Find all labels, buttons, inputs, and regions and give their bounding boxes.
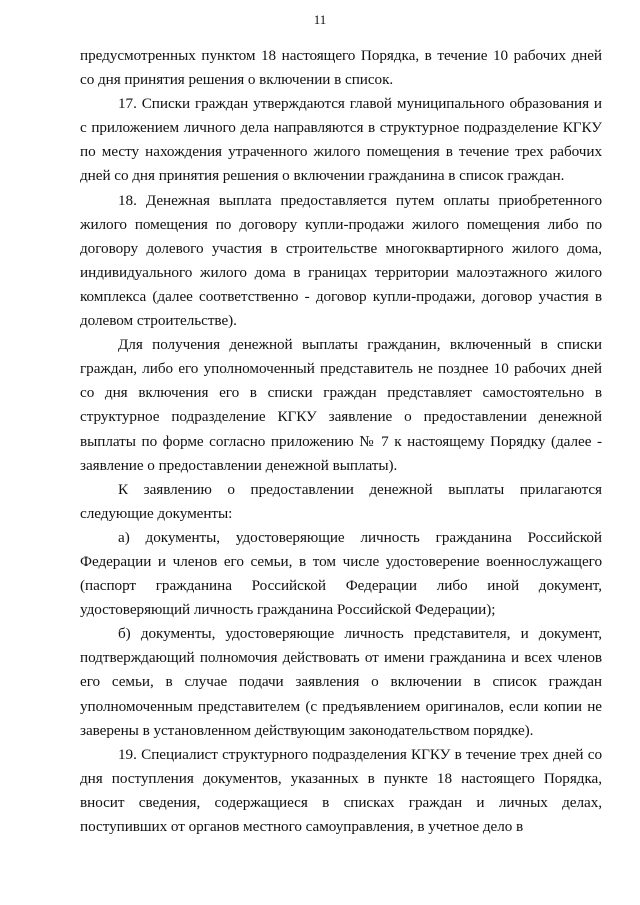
paragraph-payment-procedure: Для получения денежной выплаты гражданин, включенный в списки граждан, либо его уполномоченный представитель не позднее 10 рабочих дней со дня включения его в списки граждан представляет самостоятельно в структурное подразделение КГКУ заявление о предоставлении денежной выплаты по форме согласно приложению № 7 к настоящему Порядку (далее - заявление о предоставлении денежной выплаты).: [80, 336, 602, 474]
paragraph-18: 18. Денежная выплата предоставляется путем оплаты приобретенного жилого помещения по договору купли-продажи жилого помещения либо по договору долевого участия в строительстве многоквартирного жилого дома, индивидуального жилого дома в границах территории малоэтажного жилого комплекса (далее соответственно - договор купли-продажи, договор участия в долевом строительстве).: [80, 191, 602, 330]
paragraph-documents-intro: К заявлению о предоставлении денежной выплаты прилагаются следующие документы:: [80, 480, 602, 522]
paragraph-19: 19. Специалист структурного подразделения КГКУ в течение трех дней со дня поступления документов, указанных в пункте 18 настоящего Порядка, вносит сведения, содержащиеся в списках граждан и личных делах, поступивших от органов местного самоуправления, в учетное дело в: [80, 745, 602, 835]
paragraph-17: 17. Списки граждан утверждаются главой муниципального образования и с приложением личного дела направляются в структурное подразделение КГКУ по месту нахождения утраченного жилого помещения в течение трех рабочих дней со дня принятия решения о включении гражданина в список граждан.: [80, 95, 602, 185]
list-item-b: б) документы, удостоверяющие личность представителя, и документ, подтверждающий полномочия действовать от имени гражданина и всех членов его семьи, в случае подачи заявления о включении в список граждан уполномоченным представителем (с предъявлением оригиналов, если копии не заверены в установленном действующим законодательством порядке).: [80, 625, 602, 739]
list-item-a: а) документы, удостоверяющие личность гражданина Российской Федерации и членов его семьи, в том числе удостоверение военнослужащего (паспорт гражданина Российской Федерации либо иной документ, удостоверяющий личность гражданина Российской Федерации);: [80, 528, 602, 619]
paragraph-continuation: предусмотренных пунктом 18 настоящего Порядка, в течение 10 рабочих дней со дня принятия решения о включении в список.: [80, 47, 602, 89]
page-number: 11: [313, 12, 327, 27]
document-body: [80, 44, 602, 839]
